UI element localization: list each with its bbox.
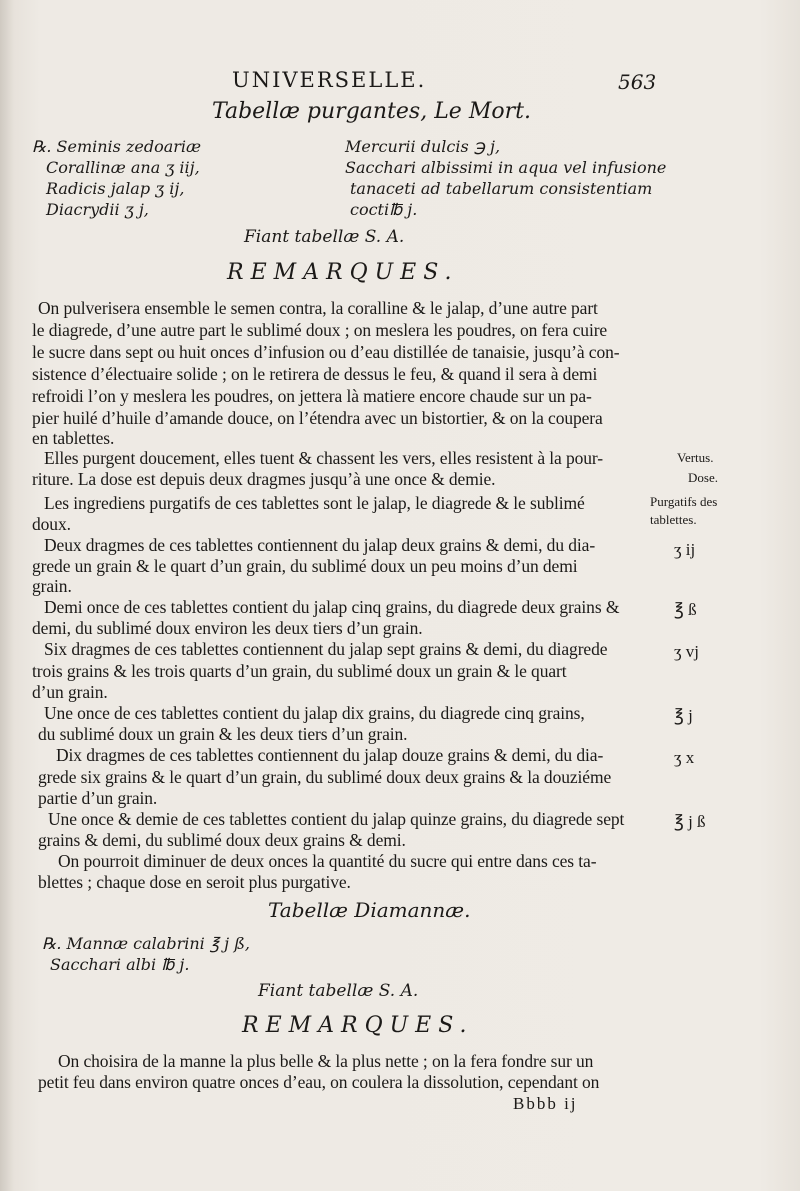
body-line: refroidi l’on y meslera les poudres, on jettera là matiere encore chaude sur un pa- — [32, 386, 592, 406]
margin-note-dose: Dose. — [688, 470, 718, 485]
dose-label: ℥ j ß — [674, 812, 706, 831]
body-line: On choisira de la manne la plus belle & la plus nette ; on la fera fondre sur un — [58, 1051, 594, 1071]
body-line: riture. La dose est depuis deux dragmes jusqu’à une once & demie. — [32, 469, 496, 489]
recipe-ingredient: Corallinæ ana ʒ iij, — [46, 158, 200, 177]
body-line: pier huilé d’huile d’amande douce, on l’étendra avec un bistortier, & on la coupera — [32, 408, 603, 428]
recipe-ingredient: ℞. Seminis zedoariæ — [32, 137, 202, 156]
body-line: du sublimé doux un grain & les deux tiers d’un grain. — [38, 724, 408, 744]
body-line: Les ingrediens purgatifs de ces tablettes sont le jalap, le diagrede & le sublimé — [44, 493, 585, 513]
body-line: le diagrede, d’une autre part le sublimé doux ; on meslera les poudres, on fera cuire — [32, 320, 608, 340]
body-line: Demi once de ces tablettes contient du jalap cinq grains, du diagrede deux grains & — [44, 597, 620, 617]
body-line: blettes ; chaque dose en seroit plus purgative. — [38, 872, 351, 892]
remarques-heading: REMARQUES. — [227, 260, 459, 285]
body-line: grain. — [32, 576, 72, 596]
body-line: petit feu dans environ quatre onces d’eau, on coulera la dissolution, cependant on — [38, 1072, 600, 1092]
body-line: Six dragmes de ces tablettes contiennent du jalap sept grains & demi, du diagrede — [44, 639, 608, 659]
recipe-title: Tabellæ purgantes, Le Mort. — [212, 99, 531, 124]
margin-note-vertus: Vertus. — [677, 450, 714, 465]
body-line: demi, du sublimé doux environ les deux tiers d’un grain. — [32, 618, 423, 638]
recipe-title-diamannae: Tabellæ Diamannæ. — [268, 898, 471, 922]
body-line: grains & demi, du sublimé doux deux grains & demi. — [38, 830, 406, 850]
fiant-line: Fiant tabellæ S. A. — [244, 227, 405, 247]
dose-label: ℥ j — [674, 706, 693, 725]
page-number: 563 — [618, 70, 657, 94]
running-title: UNIVERSELLE. — [232, 68, 427, 92]
body-line: le sucre dans sept ou huit onces d’infusion ou d’eau distillée de tanaisie, jusqu’à con- — [32, 342, 620, 362]
body-line: en tablettes. — [32, 428, 115, 448]
remarques-heading: REMARQUES. — [242, 1013, 474, 1038]
recipe-ingredient: cocti℔ j. — [350, 200, 418, 219]
body-line: Une once & demie de ces tablettes contient du jalap quinze grains, du diagrede sept — [48, 809, 625, 829]
recipe-ingredient: Diacrydii ʒ j, — [46, 200, 149, 219]
body-line: trois grains & les trois quarts d’un grain, du sublimé doux un grain & le quart — [32, 661, 567, 681]
body-line: Dix dragmes de ces tablettes contiennent du jalap douze grains & demi, du dia- — [56, 745, 604, 765]
recipe-ingredient: Radicis jalap ʒ ij, — [46, 179, 185, 198]
body-line: Elles purgent doucement, elles tuent & chassent les vers, elles resistent à la pour- — [44, 448, 604, 468]
recipe-ingredient: Sacchari albi ℔ j. — [50, 955, 190, 974]
signature-mark: Bbbb ij — [513, 1094, 578, 1113]
body-line: grede six grains & le quart d’un grain, du sublimé doux deux grains & la douziéme — [38, 767, 612, 787]
dose-label: ʒ vj — [674, 642, 700, 661]
body-line: Deux dragmes de ces tablettes contiennent du jalap deux grains & demi, du dia- — [44, 535, 596, 555]
body-line: doux. — [32, 514, 71, 534]
recipe-ingredient: Mercurii dulcis ℈ j, — [345, 137, 501, 156]
recipe-ingredient: tanaceti ad tabellarum consistentiam — [350, 179, 653, 198]
body-line: Une once de ces tablettes contient du jalap dix grains, du diagrede cinq grains, — [44, 703, 585, 723]
recipe-ingredient: ℞. Mannæ calabrini ℥ j ß, — [42, 934, 250, 953]
body-line: partie d’un grain. — [38, 788, 158, 808]
dose-label: ℥ ß — [674, 600, 697, 619]
body-line: On pulverisera ensemble le semen contra, la coralline & le jalap, d’une autre part — [38, 298, 598, 318]
body-line: sistence d’électuaire solide ; on le retirera de dessus le feu, & quand il sera à demi — [32, 364, 598, 384]
body-line: grede un grain & le quart d’un grain, du sublimé doux un peu moins d’un demi — [32, 556, 578, 576]
margin-note-purgatifs: Purgatifs des — [650, 494, 718, 509]
body-line: On pourroit diminuer de deux onces la quantité du sucre qui entre dans ces ta- — [58, 851, 597, 871]
dose-label: ʒ x — [674, 748, 695, 767]
dose-label: ʒ ij — [674, 540, 696, 559]
recipe-ingredient: Sacchari albissimi in aqua vel infusione — [345, 158, 667, 177]
fiant-line: Fiant tabellæ S. A. — [258, 981, 419, 1001]
margin-note-tablettes: tablettes. — [650, 512, 697, 527]
body-line: d’un grain. — [32, 682, 108, 702]
